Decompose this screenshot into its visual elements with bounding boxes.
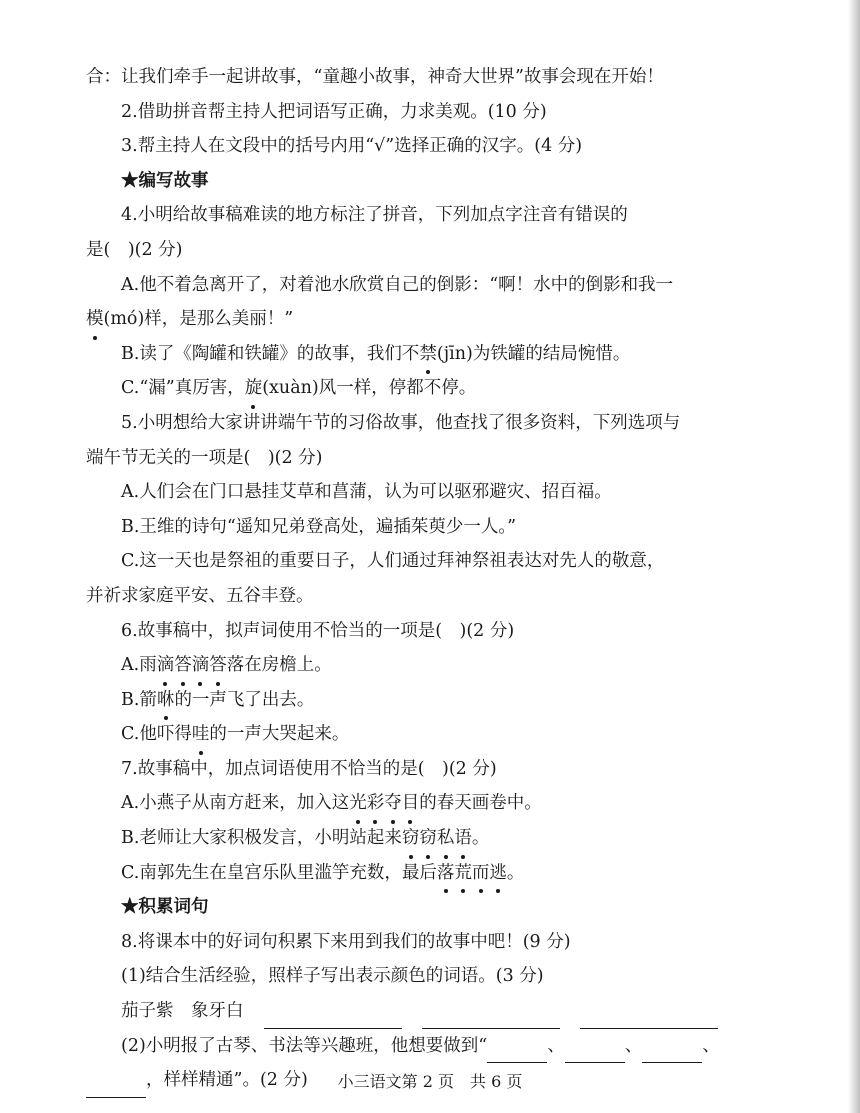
- q8-part-2-cont: ，样样精通”。(2 分): [86, 1063, 766, 1098]
- dotted-char: 哇: [192, 717, 210, 752]
- q5-option-c: C.这一天也是祭祖的重要日子，人们通过拜神祭祖表达对先人的敬意，: [121, 551, 665, 572]
- q4-option-a-cont: 模(mó)样，是那么美丽！”: [86, 302, 766, 337]
- answer-blank[interactable]: [264, 1008, 402, 1029]
- q8-part-1: (1)结合生活经验，照样子写出表示颜色的词语。(3 分): [121, 966, 544, 987]
- dotted-char: 语: [454, 821, 472, 856]
- dotted-char: 答: [174, 648, 192, 683]
- dotted-char: 咻: [157, 683, 175, 718]
- answer-blank[interactable]: [487, 1042, 547, 1063]
- q7-option-c: C.南郭先生在皇宫乐队里滥竽充数，最后落荒而逃。: [86, 856, 766, 891]
- dotted-char: 荒: [454, 856, 472, 891]
- question-7: 7.故事稿中，加点词语使用不恰当的是( )(2 分): [121, 758, 497, 779]
- star-icon: ★: [121, 170, 139, 191]
- q8-part-2: (2)小明报了古琴、书法等兴趣班，他想要做到“ 、 、 、: [86, 1029, 766, 1064]
- page-footer: 小三语文第 2 页 共 6 页: [337, 1072, 523, 1091]
- q4-option-b: B.读了《陶罐和铁罐》的故事，我们不禁(jīn)为铁罐的结局惋惜。: [86, 337, 766, 372]
- dotted-char: 答: [209, 648, 227, 683]
- dotted-char: 滴: [192, 648, 210, 683]
- section-heading-write-story: ★编写故事: [121, 170, 209, 191]
- q6-option-b: B.箭咻的一声飞了出去。: [86, 683, 766, 718]
- answer-blank[interactable]: [580, 1008, 718, 1029]
- question-2: 2.借助拼音帮主持人把词语写正确，力求美观。(10 分): [121, 101, 547, 122]
- dotted-char: 禁: [419, 337, 437, 372]
- text-line: 合：让我们牵手一起讲故事，“童趣小故事，神奇大世界”故事会现在开始！: [86, 67, 664, 87]
- question-8: 8.将课本中的好词句积累下来用到我们的故事中吧！(9 分): [121, 931, 571, 952]
- exam-page: [86, 60, 766, 1098]
- q5-option-c-cont: 并祈求家庭平安、五谷丰登。: [86, 585, 314, 606]
- question-5-cont: 端午节无关的一项是( )(2 分): [86, 447, 323, 468]
- dotted-char: 逃: [489, 856, 507, 891]
- dotted-char: 夺: [384, 786, 402, 821]
- dotted-char: 窃: [402, 821, 420, 856]
- dotted-char: 私: [437, 821, 455, 856]
- question-4: 4.小明给故事稿难读的地方标注了拼音，下列加点字注音有错误的: [121, 205, 628, 226]
- question-5: 5.小明想给大家讲讲端午节的习俗故事，他查找了很多资料，下列选项与: [121, 412, 681, 433]
- question-3: 3.帮主持人在文段中的括号内用“√”选择正确的汉字。(4 分): [121, 136, 583, 157]
- answer-blank[interactable]: [422, 1008, 560, 1029]
- q4-option-c: C.“漏”真厉害，旋(xuàn)风一样，停都不停。: [86, 371, 766, 406]
- q8-part-1-answer: 茄子紫 象牙白: [86, 994, 766, 1029]
- dotted-char: 模: [86, 302, 104, 337]
- dotted-char: 旋: [245, 371, 263, 406]
- q5-option-a: A.人们会在门口悬挂艾草和菖蒲，认为可以驱邪避灾、招百福。: [121, 482, 612, 503]
- dotted-char: 滴: [157, 648, 175, 683]
- q6-option-c: C.他吓得哇的一声大哭起来。: [86, 717, 766, 752]
- answer-blank[interactable]: [642, 1042, 702, 1063]
- question-6: 6.故事稿中，拟声词使用不恰当的一项是( )(2 分): [121, 620, 515, 641]
- q6-option-a: A.雨滴答滴答落在房檐上。: [86, 648, 766, 683]
- star-icon: ★: [121, 897, 139, 918]
- answer-blank[interactable]: [565, 1042, 625, 1063]
- q7-option-a: A.小燕子从南方赶来，加入这光彩夺目的春天画卷中。: [86, 786, 766, 821]
- question-4-cont: 是( )(2 分): [86, 239, 183, 260]
- dotted-char: 光: [349, 786, 367, 821]
- dotted-char: 彩: [367, 786, 385, 821]
- q7-option-b: B.老师让大家积极发言，小明站起来窃窃私语。: [86, 821, 766, 856]
- q4-option-a: A.他不着急离开了，对着池水欣赏自己的倒影：“啊！水中的倒影和我一: [121, 274, 674, 295]
- dotted-char: 目: [402, 786, 420, 821]
- dotted-char: 落: [437, 856, 455, 891]
- section-heading-accumulate: ★积累词句: [121, 897, 209, 918]
- dotted-char: 而: [472, 856, 490, 891]
- scan-edge-shadow: [848, 0, 860, 1113]
- dotted-char: 窃: [419, 821, 437, 856]
- q5-option-b: B.王维的诗句“遥知兄弟登高处，遍插茱萸少一人。”: [121, 516, 517, 537]
